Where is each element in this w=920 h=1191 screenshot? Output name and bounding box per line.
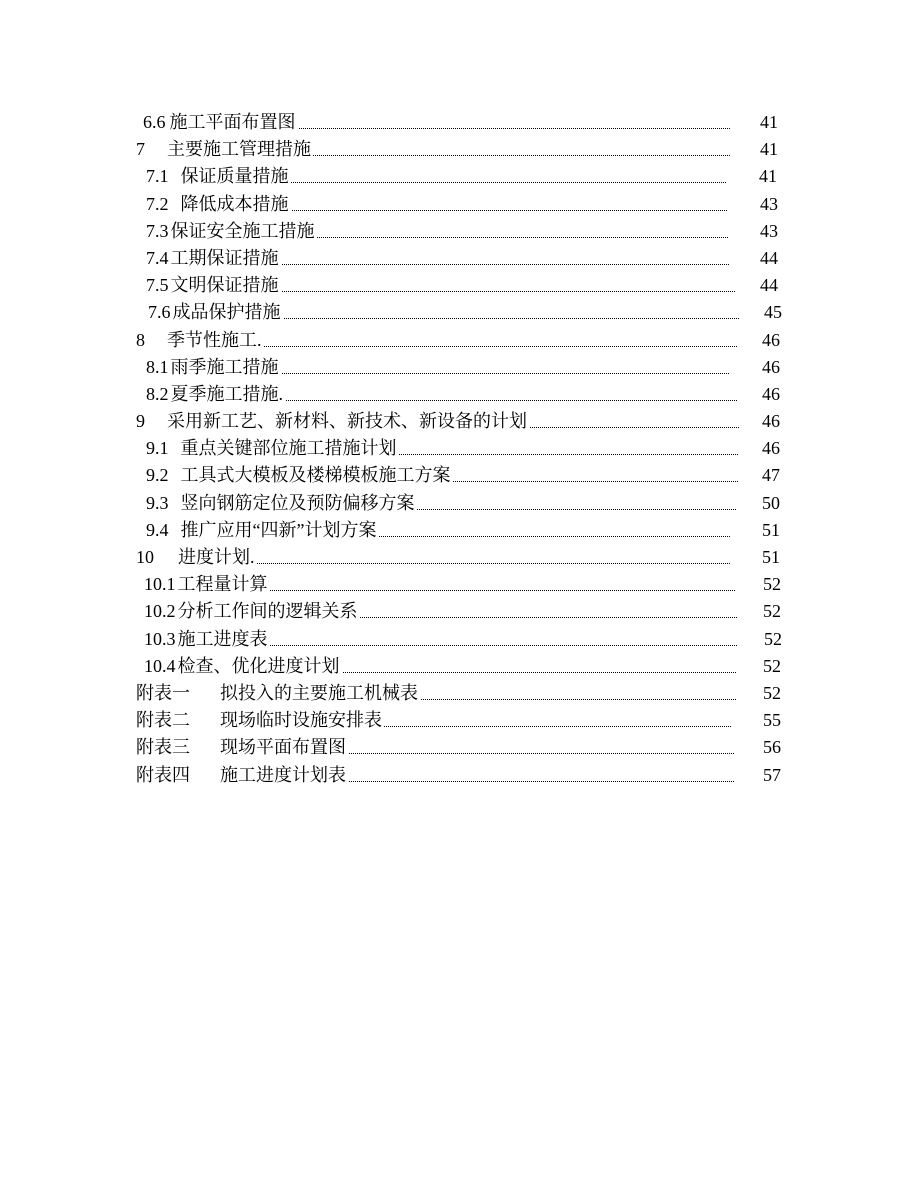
- toc-entry-title: 拟投入的主要施工机械表: [220, 682, 418, 703]
- toc-entry-title: 保证安全施工措施: [170, 220, 315, 241]
- toc-entry-label: [143, 109, 298, 136]
- toc-entry-page-number: 56: [763, 737, 781, 758]
- toc-entry-number: 6.6: [143, 112, 166, 132]
- toc-entry-label: [146, 435, 399, 462]
- table-of-contents: [0, 109, 920, 789]
- toc-entry-page-number: 46: [762, 329, 780, 350]
- toc-entry-number: 附表三: [136, 737, 190, 758]
- toc-entry-page-number: 55: [763, 710, 781, 731]
- toc-entry-label: [136, 680, 420, 707]
- toc-entry[interactable]: [0, 490, 920, 517]
- toc-entry-page-number: 51: [762, 519, 780, 540]
- toc-entry[interactable]: [0, 327, 920, 354]
- toc-entry-number: 7.5: [146, 275, 169, 296]
- toc-entry-label: [146, 381, 285, 408]
- toc-entry[interactable]: [0, 272, 920, 299]
- toc-entry-title: 现场平面布置图: [220, 737, 346, 758]
- toc-entry-title: 进度计划.: [178, 547, 255, 567]
- toc-entry-number: 10.3: [144, 628, 176, 649]
- toc-entry-number: 10: [136, 547, 154, 567]
- toc-entry-number: 9.3: [146, 492, 169, 513]
- toc-entry-page-number: 51: [762, 547, 780, 567]
- toc-entry[interactable]: [0, 762, 920, 789]
- toc-entry[interactable]: [0, 408, 920, 435]
- toc-entry-number: 9.2: [146, 465, 169, 486]
- toc-entry-label: [146, 245, 281, 272]
- toc-entry-title: 施工平面布置图: [169, 112, 296, 132]
- toc-entry-label: [144, 598, 360, 625]
- toc-entry-number: 7.4: [146, 247, 169, 268]
- toc-entry-page-number: 41: [760, 112, 778, 132]
- toc-entry-number: 7.6: [148, 302, 171, 323]
- toc-entry-title: 夏季施工措施.: [170, 383, 283, 404]
- toc-entry-title: 检查、优化进度计划: [177, 655, 340, 676]
- toc-entry-label: [136, 544, 257, 571]
- toc-entry[interactable]: [0, 653, 920, 680]
- toc-entry-number: 附表一: [136, 682, 190, 703]
- toc-entry-page-number: 50: [762, 492, 780, 513]
- toc-entry-label: [144, 626, 270, 653]
- toc-entry-label: [136, 734, 348, 761]
- toc-entry-number: 7.2: [146, 193, 169, 214]
- toc-entry[interactable]: [0, 218, 920, 245]
- toc-entry[interactable]: [0, 734, 920, 761]
- toc-entry-label: [146, 272, 281, 299]
- toc-entry-label: [144, 571, 270, 598]
- toc-entry-title: 文明保证措施: [170, 275, 279, 296]
- toc-entry-title: 分析工作间的逻辑关系: [177, 601, 358, 622]
- toc-entry[interactable]: [0, 517, 920, 544]
- toc-entry[interactable]: [0, 136, 920, 163]
- toc-entry-page-number: 52: [764, 628, 782, 649]
- toc-entry-label: [136, 408, 529, 435]
- toc-entry[interactable]: [0, 462, 920, 489]
- toc-entry-page-number: 44: [760, 247, 778, 268]
- toc-entry-page-number: 43: [760, 193, 778, 214]
- toc-entry-title: 工期保证措施: [170, 247, 279, 268]
- toc-entry-page-number: 41: [760, 139, 778, 160]
- toc-entry-page-number: 46: [762, 383, 780, 404]
- toc-entry-label: [146, 191, 291, 218]
- toc-entry-page-number: 46: [762, 411, 780, 432]
- toc-entry-number: 8: [136, 329, 145, 350]
- toc-entry-number: 附表二: [136, 710, 190, 731]
- toc-entry[interactable]: [0, 163, 920, 190]
- toc-entry[interactable]: [0, 707, 920, 734]
- toc-entry-number: 10.1: [144, 574, 176, 595]
- toc-entry-title: 推广应用“四新”计划方案: [180, 519, 377, 540]
- toc-entry-title: 主要施工管理措施: [167, 139, 311, 160]
- toc-entry-title: 工程量计算: [177, 574, 268, 595]
- toc-entry-number: 7.3: [146, 220, 169, 241]
- toc-entry-number: 10.4: [144, 655, 176, 676]
- toc-entry-number: 10.2: [144, 601, 176, 622]
- toc-entry-page-number: 52: [763, 682, 781, 703]
- toc-entry-page-number: 52: [763, 601, 781, 622]
- toc-entry-label: [136, 707, 384, 734]
- toc-entry-number: 9: [136, 411, 145, 432]
- toc-entry-label: [146, 517, 378, 544]
- toc-entry-page-number: 46: [762, 438, 780, 459]
- toc-entry-number: 附表四: [136, 764, 190, 785]
- toc-entry-title: 成品保护措施: [172, 302, 281, 323]
- toc-entry-page-number: 52: [763, 574, 781, 595]
- toc-entry-label: [148, 299, 283, 326]
- toc-entry-title: 季节性施工.: [167, 329, 262, 350]
- toc-entry-page-number: 46: [762, 356, 780, 377]
- toc-entry[interactable]: [0, 191, 920, 218]
- toc-entry[interactable]: [0, 381, 920, 408]
- toc-entry-label: [136, 136, 313, 163]
- toc-entry-title: 竖向钢筋定位及预防偏移方案: [180, 492, 415, 513]
- toc-entry[interactable]: [0, 299, 920, 326]
- toc-entry[interactable]: [0, 544, 920, 571]
- toc-entry-label: [146, 462, 453, 489]
- toc-entry-page-number: 52: [763, 655, 781, 676]
- toc-entry-title: 保证质量措施: [180, 166, 289, 187]
- toc-entry[interactable]: [0, 680, 920, 707]
- toc-entry-title: 采用新工艺、新材料、新技术、新设备的计划: [167, 411, 527, 432]
- toc-entry[interactable]: [0, 245, 920, 272]
- toc-entry-number: 7: [136, 139, 145, 160]
- toc-entry-title: 降低成本措施: [180, 193, 289, 214]
- toc-entry-title: 施工进度计划表: [220, 764, 346, 785]
- toc-entry-label: [146, 218, 317, 245]
- toc-entry-title: 施工进度表: [177, 628, 268, 649]
- toc-entry-page-number: 43: [760, 220, 778, 241]
- toc-entry-page-number: 45: [764, 302, 782, 323]
- toc-entry-title: 重点关键部位施工措施计划: [180, 438, 397, 459]
- toc-entry-title: 现场临时设施安排表: [220, 710, 382, 731]
- toc-entry[interactable]: [0, 571, 920, 598]
- toc-entry[interactable]: [0, 435, 920, 462]
- toc-entry-label: [146, 490, 417, 517]
- toc-entry-label: [136, 762, 348, 789]
- toc-entry-number: 7.1: [146, 166, 169, 187]
- toc-entry-page-number: 57: [763, 764, 781, 785]
- toc-entry-number: 8.2: [146, 383, 169, 404]
- toc-entry-page-number: 41: [759, 166, 777, 187]
- toc-entry[interactable]: [0, 626, 920, 653]
- toc-entry[interactable]: [0, 354, 920, 381]
- toc-entry[interactable]: [0, 109, 920, 136]
- toc-entry-title: 雨季施工措施: [170, 356, 279, 377]
- toc-entry[interactable]: [0, 598, 920, 625]
- toc-entry-number: 9.4: [146, 519, 169, 540]
- toc-entry-label: [144, 653, 342, 680]
- toc-entry-label: [136, 327, 264, 354]
- toc-entry-number: 9.1: [146, 438, 169, 459]
- toc-entry-label: [146, 163, 291, 190]
- toc-entry-page-number: 47: [762, 465, 780, 486]
- toc-entry-label: [146, 354, 281, 381]
- toc-entry-number: 8.1: [146, 356, 169, 377]
- toc-entry-page-number: 44: [760, 275, 778, 296]
- toc-entry-title: 工具式大模板及楼梯模板施工方案: [180, 465, 451, 486]
